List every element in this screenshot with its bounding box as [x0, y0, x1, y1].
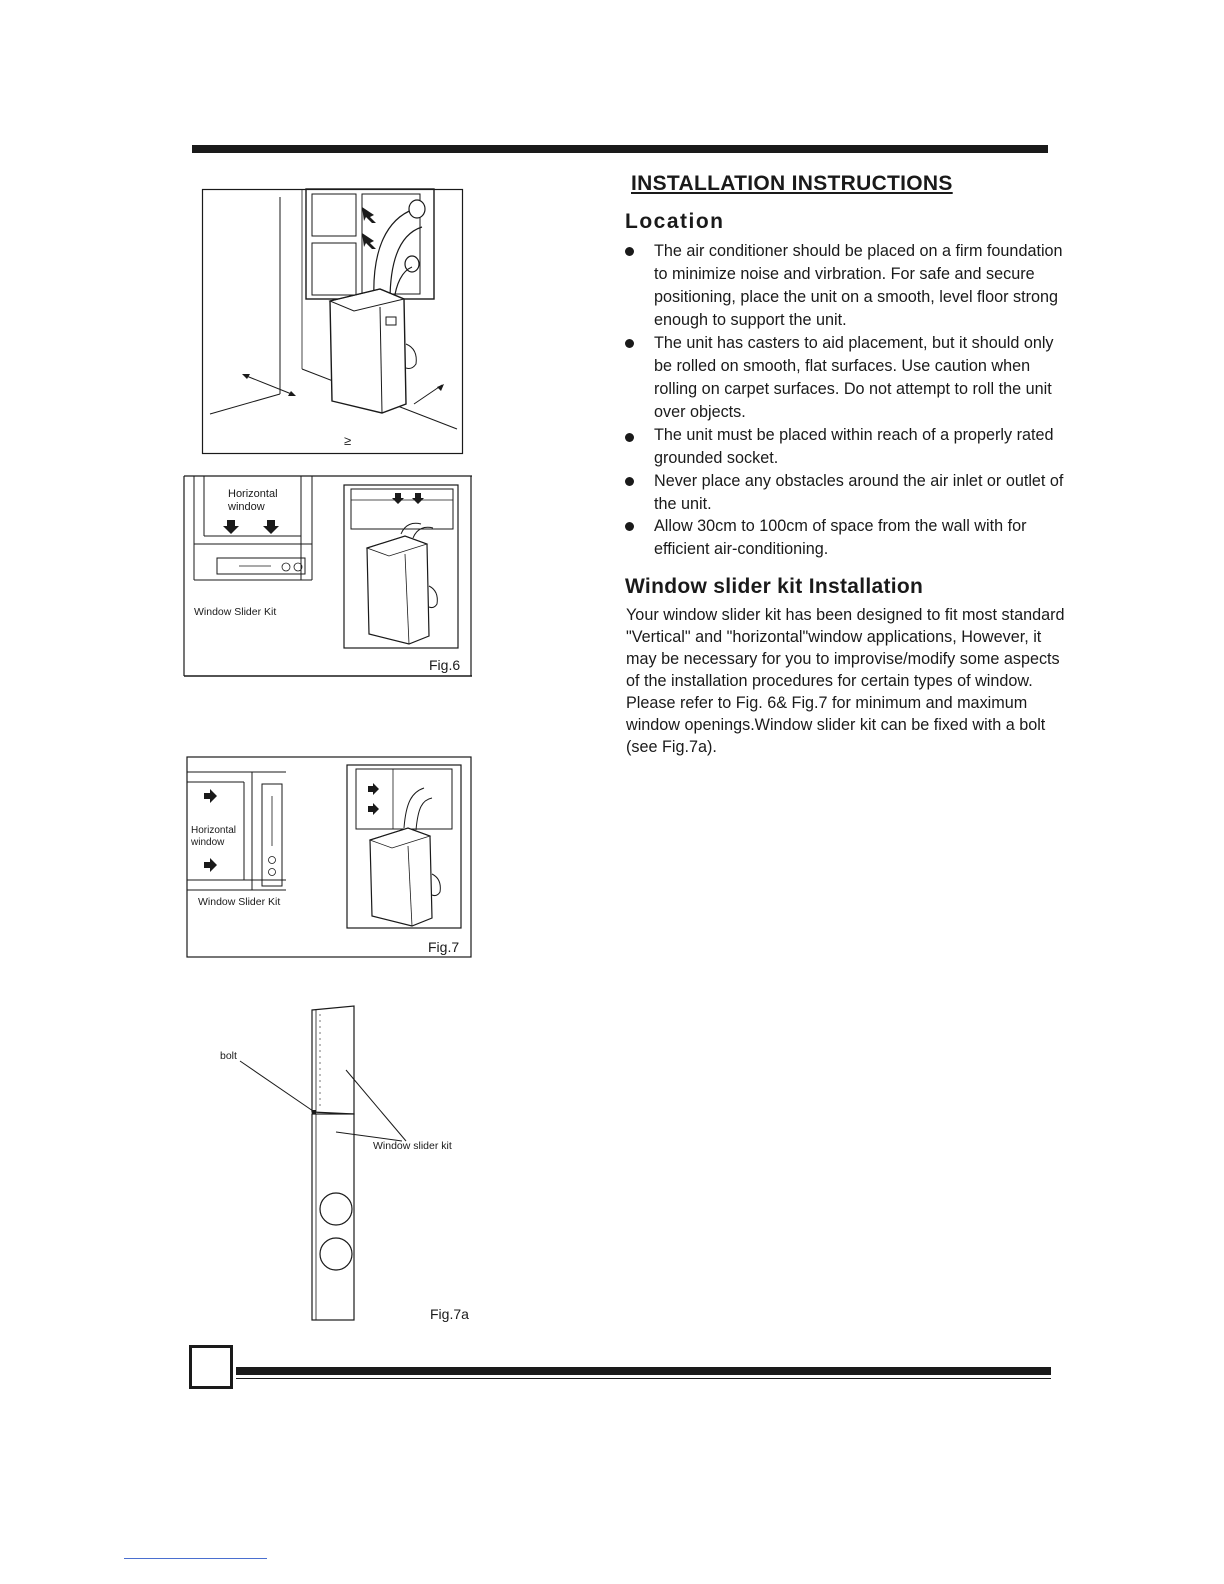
clearance-symbol: ≥: [344, 433, 352, 448]
figure-7: [186, 756, 473, 959]
bullet-text: The air conditioner should be placed on a firm foundation to minimize noise and virbration. For safe and secure positioning, place the unit on a smooth, level floor strong enough to support the unit.: [654, 242, 1063, 329]
bullet-text: The unit has casters to aid placement, but it should only be rolled on smooth, flat surfaces. Use caution when rolling on carpet surfaces. Do not attempt to roll the unit over objects.: [654, 334, 1054, 421]
page-number-box: [189, 1345, 233, 1389]
location-bullet-5: [625, 515, 1065, 561]
bullet-dot: [625, 433, 634, 442]
bullet-dot: [625, 339, 634, 348]
fig7a-caption: Fig.7a: [430, 1306, 469, 1322]
placement-illustration: [202, 189, 464, 455]
bolt-label: bolt: [220, 1050, 237, 1062]
fig7-window-label-2: window: [191, 837, 225, 848]
bullet-text: The unit must be placed within reach of a properly rated grounded socket.: [654, 426, 1054, 467]
footer-link-line: [124, 1558, 267, 1559]
header-rule: [192, 145, 1048, 153]
location-heading: Location: [625, 210, 725, 233]
footer-rule: [236, 1367, 1051, 1375]
footer-thin-rule: [236, 1378, 1051, 1379]
figure-6: [183, 476, 473, 678]
fig7a-kit-label: Window slider kit: [373, 1140, 452, 1152]
fig7-caption: Fig.7: [428, 939, 460, 955]
location-bullet-1: [625, 240, 1065, 332]
bullet-dot: [625, 477, 634, 486]
figure-7a: [212, 1004, 482, 1330]
bullet-text: Allow 30cm to 100cm of space from the wall with for efficient air-conditioning.: [654, 517, 1027, 558]
window-kit-paragraph: Your window slider kit has been designed to fit most standard "Vertical" and "horizontal"window applications, However, it may be necessary for you to improvise/modify some aspects of the installation procedures for certain types of window. Please refer to Fig. 6& Fig.7 for minimum and maximum window openings.Window slider kit can be fixed with a bolt (see Fig.7a).: [626, 606, 1065, 756]
fig6-caption: Fig.6: [429, 657, 461, 673]
fig6-window-label-1: Horizontal: [228, 488, 278, 500]
fig7-window-label-1: Horizontal: [191, 825, 237, 836]
fig7-kit-label: Window Slider Kit: [198, 896, 281, 908]
fig6-kit-label: Window Slider Kit: [194, 606, 277, 618]
location-bullet-2: [625, 332, 1065, 424]
fig6-window-label-2: window: [228, 501, 265, 513]
bullet-dot: [625, 247, 634, 256]
bullet-dot: [625, 522, 634, 531]
location-bullet-4: [625, 470, 1065, 516]
bullet-text: Never place any obstacles around the air inlet or outlet of the unit.: [654, 472, 1064, 513]
page-title: INSTALLATION INSTRUCTIONS: [631, 172, 953, 195]
location-bullet-3: [625, 424, 1065, 470]
window-kit-heading: Window slider kit Installation: [625, 575, 924, 598]
